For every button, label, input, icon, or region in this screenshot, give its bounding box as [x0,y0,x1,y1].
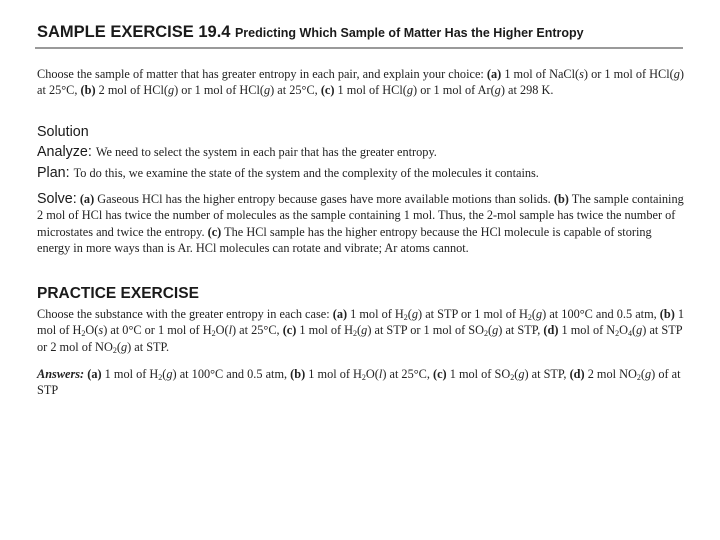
subscript: 2 [158,373,163,382]
solve-a-text: Gaseous HCl has the higher entropy because gases have more available motions than solids. [97,192,551,206]
problem-b-text: ) or 1 mol of HCl( [174,83,264,98]
answer-text: ( [640,367,645,381]
state-symbol: g [494,83,501,98]
exercise-title-row [37,23,697,42]
state-symbol: g [636,323,643,338]
problem-b-text: 2 mol of HCl( [98,83,168,98]
solve-c-text: The HCl sample has the higher entropy because the HCl molecule is capable of storing energy in more ways than is Ar. HCl molecules can rotate and vibrate; Ar atoms cannot. [37,224,652,256]
answers-label: Answers: [37,367,85,381]
state-symbol: s [579,67,584,81]
answer-b-label: (b) [290,367,306,381]
practice-text: O( [85,323,99,338]
answer-text: ( [514,367,519,381]
practice-text: ( [632,323,637,338]
problem-intro: Choose the sample of matter that has greater entropy in each pair, and explain your choice: [37,67,484,81]
problem-a-label: (a) [486,67,502,81]
problem-a-text: 1 mol of NaCl( [504,67,580,81]
analyze-label: Analyze: [37,144,92,160]
practice-text: O [619,323,629,338]
answer-text: ) at STP, [524,367,567,381]
problem-b-text: ) at 25°C, [270,83,318,98]
practice-text: 1 mol of H [350,307,404,321]
practice-d-label: (d) [543,323,559,338]
answer-text: 1 mol of H [104,367,159,381]
practice-question [37,306,685,355]
practice-text: ( [357,323,362,338]
practice-text: ) at STP. [127,339,170,354]
plan-text: To do this, we examine the state of the system and the complexity of the molecules it contains. [73,166,539,180]
state-symbol: g [406,83,414,98]
answer-text: ( [162,367,167,381]
answer-a-label: (a) [87,367,102,381]
subscript: 2 [112,345,117,355]
solve-a-label: (a) [79,192,95,206]
subscript: 2 [211,329,216,339]
practice-text: ) at STP or 1 mol of SO [367,323,485,338]
solve-b-label: (b) [553,192,569,206]
answer-text: O( [365,367,379,381]
subscript: 2 [510,373,515,382]
subscript: 2 [353,329,358,339]
answer-text: ) of at STP [37,367,681,398]
problem-a-text: ) or 1 mol of HCl( [583,67,674,81]
answer-c-label: (c) [433,367,447,381]
state-symbol: g [167,83,175,98]
state-symbol: g [263,83,271,98]
practice-text: ( [116,339,121,354]
state-symbol: l [378,367,383,381]
practice-text: 1 mol of H [37,307,685,338]
practice-text: ) at STP or 1 mol of H [418,307,528,321]
practice-text: ) at 100°C and 0.5 atm, [542,307,657,321]
plan-row [37,164,685,182]
exercise-subtitle: Predicting Which Sample of Matter Has the Higher Entropy [234,26,584,40]
state-symbol: g [518,367,525,381]
answer-text: 2 mol NO [587,367,637,381]
state-symbol: g [492,323,499,338]
subscript: 2 [403,313,408,322]
practice-text: 1 mol of H [299,323,354,338]
subscript: 2 [81,329,86,339]
practice-text: ( [488,323,493,338]
exercise-title: SAMPLE EXERCISE 19.4 [37,23,231,41]
state-symbol: g [411,307,419,321]
solve-paragraph [37,191,685,257]
problem-c-text: ) at 298 K. [500,83,554,98]
answer-text: 1 mol of H [308,367,362,381]
subscript: 4 [628,329,633,339]
subscript: 2 [484,329,489,339]
solve-b-text: The sample containing 2 mol of HCl has twice the number of molecules as the sample containing 1 mol. Thus, the 2-mol sample has twice the number of microstates and twice the entropy. [37,192,684,239]
solve-c-label: (c) [207,224,222,239]
answer-text: ) at 100°C and 0.5 atm, [172,367,288,381]
answers-paragraph [37,366,685,399]
problem-b-label: (b) [80,83,96,98]
practice-text: 1 mol of N [561,323,616,338]
state-symbol: l [228,323,232,338]
subscript: 2 [527,313,532,322]
state-symbol: g [120,339,128,354]
practice-intro: Choose the substance with the greater entropy in each case: [37,307,330,321]
practice-text: ( [407,307,412,321]
problem-a-text: ) at 25°C, [37,67,685,98]
state-symbol: g [361,323,368,338]
subscript: 2 [636,373,641,382]
answer-d-label: (d) [569,367,585,381]
state-symbol: g [673,67,680,81]
problem-c-label: (c) [320,83,335,98]
answer-text: 1 mol of SO [449,367,511,381]
subscript: 2 [361,373,366,382]
practice-a-label: (a) [332,307,348,321]
problem-statement [37,66,685,99]
practice-text: ) at STP or 2 mol of NO [37,323,683,354]
practice-text: ) at 0°C or 1 mol of H [103,323,212,338]
analyze-row [37,143,685,161]
problem-c-text: 1 mol of HCl( [337,83,407,98]
practice-heading: PRACTICE EXERCISE [37,285,199,302]
practice-b-label: (b) [659,307,675,321]
state-symbol: g [166,367,173,381]
title-divider [35,47,683,49]
practice-text: ) at 25°C, [232,323,280,338]
solve-label: Solve: [37,191,77,207]
practice-text: O( [215,323,229,338]
state-symbol: g [536,307,543,321]
answer-text: ) at 25°C, [382,367,430,381]
subscript: 2 [615,329,620,339]
problem-c-text: ) or 1 mol of Ar( [413,83,495,98]
solution-heading: Solution [37,124,89,140]
plan-label: Plan: [37,165,70,181]
analyze-text: We need to select the system in each pair that has the greater entropy. [95,145,437,159]
state-symbol: g [645,367,652,381]
state-symbol: s [98,323,104,338]
practice-text: ( [531,307,537,321]
practice-c-label: (c) [282,323,297,338]
practice-text: ) at STP, [498,323,541,338]
